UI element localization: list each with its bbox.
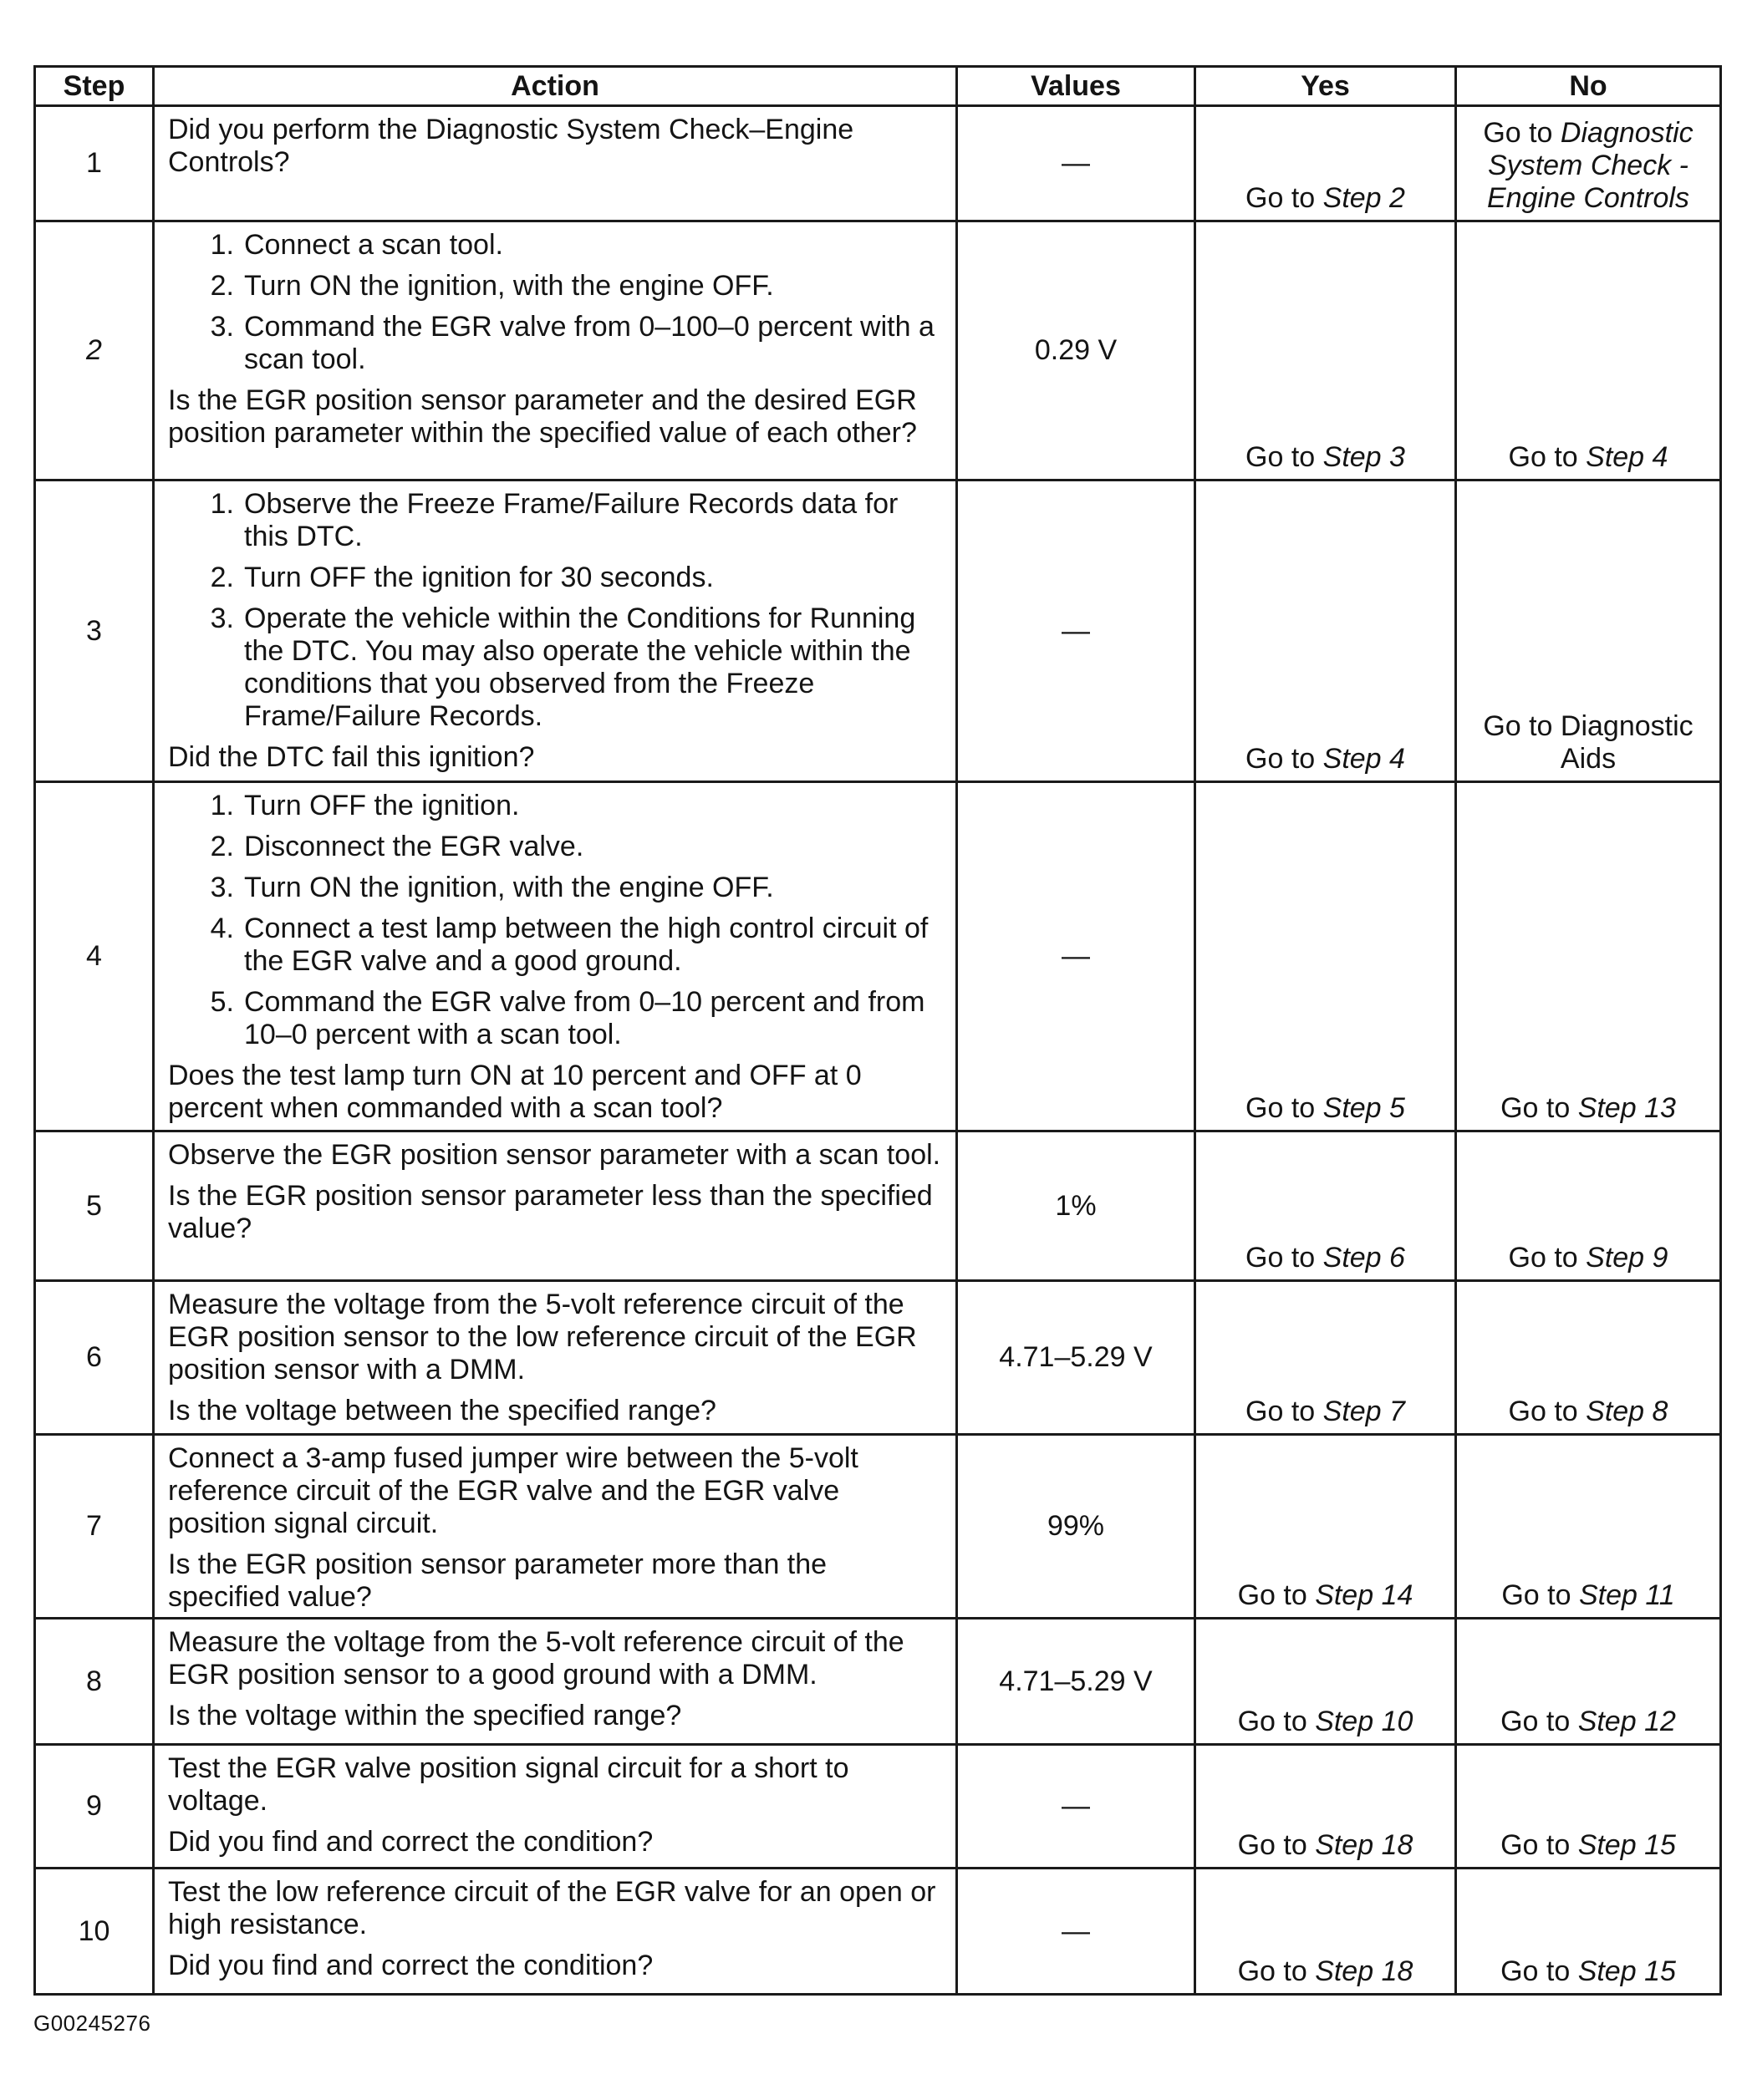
no-outcome-target: Step 9 <box>1586 1242 1668 1274</box>
step-number-cell: 2 <box>35 221 154 481</box>
yes-outcome-cell <box>1195 1131 1456 1281</box>
yes-outcome-target: Step 2 <box>1322 182 1405 214</box>
no-outcome-cell <box>1456 1619 1721 1745</box>
yes-outcome-target: Step 18 <box>1315 1829 1413 1861</box>
specified-value-cell: 1% <box>957 1131 1195 1281</box>
action-step-item <box>168 488 944 553</box>
yes-outcome-target: Step 14 <box>1315 1579 1413 1611</box>
column-header-no: No <box>1456 67 1721 106</box>
yes-outcome-prefix: Go to <box>1237 1955 1316 1987</box>
no-outcome-cell <box>1456 1745 1721 1869</box>
yes-outcome-prefix: Go to <box>1245 182 1323 214</box>
step-number-cell: 3 <box>35 481 154 782</box>
action-step-list <box>168 229 944 376</box>
specified-value-cell: — <box>957 106 1195 221</box>
action-question-text: Is the EGR position sensor parameter less than the specified value? <box>168 1180 933 1244</box>
yes-outcome-target: Step 10 <box>1315 1706 1413 1737</box>
table-row <box>35 106 1721 221</box>
action-step-number: 1. <box>210 790 234 821</box>
action-cell <box>154 1435 957 1619</box>
table-row <box>35 1131 1721 1281</box>
action-cell <box>154 782 957 1131</box>
action-intro-text: Measure the voltage from the 5-volt reference circuit of the EGR position sensor to a good ground with a DMM. <box>168 1626 904 1691</box>
no-outcome-prefix: Go to <box>1508 1242 1587 1274</box>
column-header-values: Values <box>957 67 1195 106</box>
table-body <box>35 106 1721 1995</box>
specified-value-cell: 0.29 V <box>957 221 1195 481</box>
yes-outcome-cell <box>1195 481 1456 782</box>
yes-outcome-prefix: Go to <box>1237 1829 1316 1861</box>
specified-value-cell: — <box>957 481 1195 782</box>
action-step-number: 1. <box>210 488 234 520</box>
action-question-text: Is the EGR position sensor parameter more than the specified value? <box>168 1548 828 1613</box>
action-step-text: Observe the Freeze Frame/Failure Records data for this DTC. <box>244 488 899 552</box>
action-question-text: Is the voltage within the specified range? <box>168 1700 682 1731</box>
action-step-number: 3. <box>210 603 234 634</box>
yes-outcome-prefix: Go to <box>1237 1706 1316 1737</box>
yes-outcome-prefix: Go to <box>1245 1396 1323 1427</box>
action-cell <box>154 221 957 481</box>
action-question-text: Is the voltage between the specified range? <box>168 1395 716 1426</box>
no-outcome-target: Step 13 <box>1577 1092 1676 1124</box>
yes-outcome-target: Step 4 <box>1322 743 1405 775</box>
table-row <box>35 782 1721 1131</box>
action-step-number: 2. <box>210 831 234 862</box>
yes-outcome-target: Step 6 <box>1322 1242 1405 1274</box>
action-step-text: Command the EGR valve from 0–10 percent and from 10–0 percent with a scan tool. <box>244 986 925 1050</box>
action-question-text: Does the test lamp turn ON at 10 percent and OFF at 0 percent when commanded with a scan tool? <box>168 1060 862 1124</box>
specified-value-cell: 99% <box>957 1435 1195 1619</box>
step-number-cell: 1 <box>35 106 154 221</box>
action-step-text: Operate the vehicle within the Conditions for Running the DTC. You may also operate the vehicle within the conditions that you observed from the Freeze Frame/Failure Records. <box>244 603 916 732</box>
action-step-number: 2. <box>210 562 234 593</box>
action-intro-text: Connect a 3-amp fused jumper wire between the 5-volt reference circuit of the EGR valve and the EGR valve position signal circuit. <box>168 1442 858 1539</box>
no-outcome-prefix: Go to Diagnostic Aids <box>1483 710 1694 775</box>
no-outcome-cell <box>1456 1281 1721 1435</box>
no-outcome-target: Diagnostic System Check - Engine Controls <box>1487 117 1694 214</box>
no-outcome-prefix: Go to <box>1501 1579 1579 1611</box>
specified-value-cell: — <box>957 1869 1195 1995</box>
step-number-cell: 7 <box>35 1435 154 1619</box>
diagnostic-table-container <box>33 65 1719 1996</box>
action-question-text: Did you find and correct the condition? <box>168 1950 654 1981</box>
action-cell <box>154 481 957 782</box>
table-row <box>35 1869 1721 1995</box>
table-row <box>35 481 1721 782</box>
action-step-text: Connect a scan tool. <box>244 229 503 261</box>
step-number-cell: 9 <box>35 1745 154 1869</box>
action-step-item <box>168 831 944 863</box>
specified-value-cell: — <box>957 1745 1195 1869</box>
yes-outcome-cell <box>1195 1435 1456 1619</box>
yes-outcome-cell <box>1195 1619 1456 1745</box>
action-step-item <box>168 270 944 303</box>
table-row <box>35 221 1721 481</box>
action-step-text: Turn OFF the ignition. <box>244 790 520 821</box>
action-step-number: 2. <box>210 270 234 302</box>
action-step-text: Turn ON the ignition, with the engine OFF. <box>244 270 774 302</box>
action-cell <box>154 1281 957 1435</box>
no-outcome-cell <box>1456 1131 1721 1281</box>
no-outcome-target: Step 15 <box>1577 1829 1676 1861</box>
no-outcome-target: Step 11 <box>1578 1579 1675 1611</box>
action-step-item <box>168 872 944 904</box>
action-cell <box>154 1869 957 1995</box>
yes-outcome-prefix: Go to <box>1237 1579 1316 1611</box>
action-step-item <box>168 562 944 594</box>
action-step-item <box>168 311 944 376</box>
action-step-text: Turn ON the ignition, with the engine OFF. <box>244 872 774 903</box>
step-number-cell: 6 <box>35 1281 154 1435</box>
yes-outcome-prefix: Go to <box>1245 1092 1323 1124</box>
action-cell <box>154 1745 957 1869</box>
no-outcome-cell <box>1456 1435 1721 1619</box>
table-row <box>35 1435 1721 1619</box>
yes-outcome-prefix: Go to <box>1245 1242 1323 1274</box>
action-cell <box>154 106 957 221</box>
figure-code: G00245276 <box>33 2011 151 2036</box>
no-outcome-prefix: Go to <box>1500 1092 1578 1124</box>
yes-outcome-prefix: Go to <box>1245 441 1323 473</box>
step-number-cell: 8 <box>35 1619 154 1745</box>
action-question-text: Did the DTC fail this ignition? <box>168 741 535 773</box>
yes-outcome-target: Step 18 <box>1315 1955 1413 1987</box>
action-step-number: 4. <box>210 913 234 944</box>
no-outcome-prefix: Go to <box>1500 1955 1578 1987</box>
column-header-action: Action <box>154 67 957 106</box>
action-step-item <box>168 913 944 978</box>
action-intro-text: Measure the voltage from the 5-volt reference circuit of the EGR position sensor to the low reference circuit of the EGR position sensor with a DMM. <box>168 1289 917 1386</box>
no-outcome-target: Step 12 <box>1577 1706 1676 1737</box>
action-step-text: Turn OFF the ignition for 30 seconds. <box>244 562 714 593</box>
action-step-number: 3. <box>210 872 234 903</box>
action-step-text: Command the EGR valve from 0–100–0 percent with a scan tool. <box>244 311 935 375</box>
action-cell <box>154 1619 957 1745</box>
action-intro-text: Test the EGR valve position signal circuit for a short to voltage. <box>168 1752 849 1817</box>
action-step-number: 5. <box>210 986 234 1018</box>
no-outcome-cell <box>1456 481 1721 782</box>
no-outcome-prefix: Go to <box>1508 1396 1587 1427</box>
no-outcome-prefix: Go to <box>1500 1706 1578 1737</box>
no-outcome-cell <box>1456 221 1721 481</box>
no-outcome-cell <box>1456 782 1721 1131</box>
specified-value-cell: — <box>957 782 1195 1131</box>
yes-outcome-target: Step 3 <box>1322 441 1405 473</box>
action-intro-text: Test the low reference circuit of the EGR valve for an open or high resistance. <box>168 1876 936 1940</box>
no-outcome-prefix: Go to <box>1508 441 1587 473</box>
action-cell <box>154 1131 957 1281</box>
no-outcome-cell <box>1456 106 1721 221</box>
step-number-cell: 10 <box>35 1869 154 1995</box>
yes-outcome-cell <box>1195 106 1456 221</box>
action-step-item <box>168 986 944 1051</box>
action-step-list <box>168 790 944 1051</box>
action-intro-text: Observe the EGR position sensor parameter with a scan tool. <box>168 1139 941 1171</box>
action-step-text: Connect a test lamp between the high control circuit of the EGR valve and a good ground. <box>244 913 929 977</box>
step-number-cell: 4 <box>35 782 154 1131</box>
yes-outcome-cell <box>1195 1281 1456 1435</box>
action-step-list <box>168 488 944 733</box>
yes-outcome-cell <box>1195 221 1456 481</box>
column-header-yes: Yes <box>1195 67 1456 106</box>
action-question-text: Is the EGR position sensor parameter and the desired EGR position parameter within the specified value of each other? <box>168 384 917 449</box>
action-question-text: Did you find and correct the condition? <box>168 1826 654 1858</box>
yes-outcome-cell <box>1195 1869 1456 1995</box>
no-outcome-prefix: Go to <box>1500 1829 1578 1861</box>
no-outcome-target: Step 4 <box>1586 441 1668 473</box>
table-row <box>35 1619 1721 1745</box>
yes-outcome-prefix: Go to <box>1245 743 1323 775</box>
no-outcome-target: Step 15 <box>1577 1955 1676 1987</box>
yes-outcome-target: Step 7 <box>1322 1396 1405 1427</box>
no-outcome-prefix: Go to <box>1483 117 1561 149</box>
action-step-item <box>168 790 944 822</box>
specified-value-cell: 4.71–5.29 V <box>957 1619 1195 1745</box>
column-header-step: Step <box>35 67 154 106</box>
action-step-item <box>168 229 944 262</box>
action-step-number: 1. <box>210 229 234 261</box>
specified-value-cell: 4.71–5.29 V <box>957 1281 1195 1435</box>
table-row <box>35 1745 1721 1869</box>
no-outcome-cell <box>1456 1869 1721 1995</box>
diagnostic-table <box>33 65 1722 1996</box>
action-step-text: Disconnect the EGR valve. <box>244 831 584 862</box>
table-row <box>35 1281 1721 1435</box>
no-outcome-target: Step 8 <box>1586 1396 1668 1427</box>
yes-outcome-cell <box>1195 782 1456 1131</box>
action-intro-text: Did you perform the Diagnostic System Check–Engine Controls? <box>168 114 854 178</box>
yes-outcome-cell <box>1195 1745 1456 1869</box>
action-step-number: 3. <box>210 311 234 343</box>
action-step-item <box>168 603 944 733</box>
step-number-cell: 5 <box>35 1131 154 1281</box>
header-row <box>35 67 1721 106</box>
yes-outcome-target: Step 5 <box>1322 1092 1405 1124</box>
